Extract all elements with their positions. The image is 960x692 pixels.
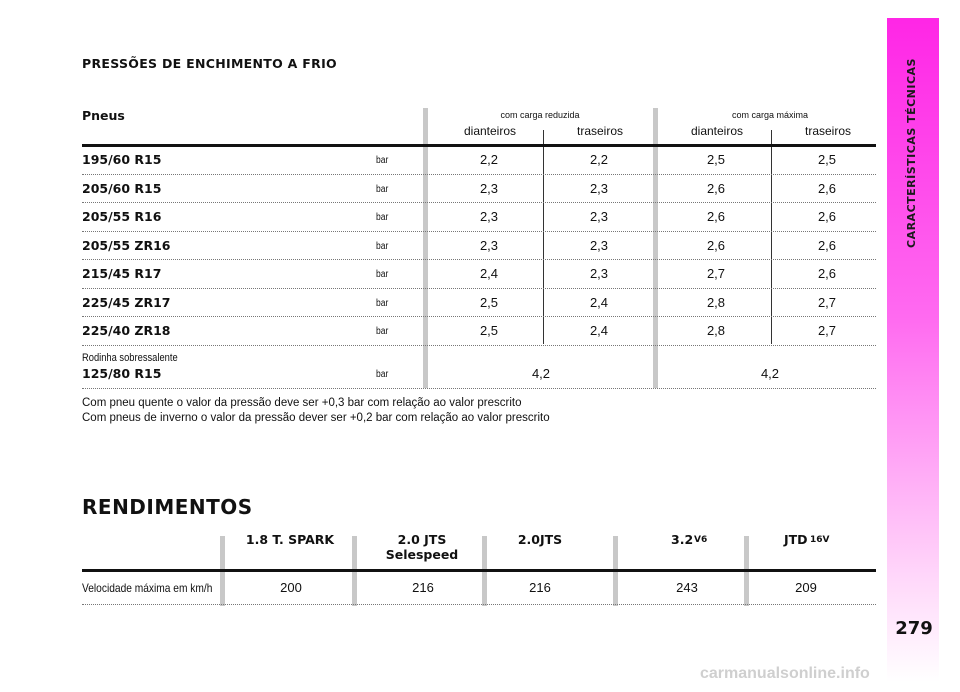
max-front-value: 2,6 — [706, 181, 726, 196]
engine-sub: Selespeed — [385, 547, 459, 562]
tire-size: 225/45 ZR17 — [82, 295, 171, 310]
column-divider — [653, 108, 658, 388]
reduced-front-value: 2,4 — [479, 266, 499, 281]
max-front-value: 2,6 — [706, 238, 726, 253]
reduced-front-value: 2,3 — [479, 238, 499, 253]
page-number: 279 — [895, 618, 933, 639]
max-rear-header: traseiros — [804, 124, 851, 138]
tire-size: 205/55 ZR16 — [82, 238, 171, 253]
speed-value: 209 — [795, 580, 817, 595]
tire-size: 195/60 R15 — [82, 152, 162, 167]
reduced-front-value: 2,2 — [479, 152, 499, 167]
spare-tire-size: 125/80 R15 — [82, 366, 162, 381]
spare-reduced-value: 4,2 — [531, 366, 551, 381]
reduced-rear-header: traseiros — [576, 124, 623, 138]
unit-label: bar — [376, 184, 389, 195]
row-divider — [82, 174, 876, 175]
max-rear-value: 2,6 — [817, 266, 837, 281]
row-label: Velocidade máxima em km/h — [82, 581, 213, 595]
max-rear-value: 2,7 — [817, 323, 837, 338]
row-divider — [82, 231, 876, 232]
table-top-rule — [82, 144, 876, 147]
reduced-rear-value: 2,3 — [589, 238, 609, 253]
spare-max-value: 4,2 — [760, 366, 780, 381]
unit-label: bar — [376, 269, 389, 280]
tire-size: 215/45 R17 — [82, 266, 162, 281]
pneus-header: Pneus — [82, 108, 125, 123]
speed-value: 216 — [412, 580, 434, 595]
reduced-front-value: 2,5 — [479, 323, 499, 338]
engine-name: 2.0 JTS — [397, 532, 447, 547]
reduced-front-value: 2,5 — [479, 295, 499, 310]
section-title-vertical: CARACTERÍSTICAS TÉCNICAS — [905, 58, 918, 248]
max-front-value: 2,8 — [706, 323, 726, 338]
column-divider — [423, 108, 428, 388]
spare-label: Rodinha sobressalente — [82, 352, 178, 364]
unit-label: bar — [376, 155, 389, 166]
engine-sub: 16V — [810, 535, 830, 545]
column-divider-thin — [771, 130, 772, 344]
tire-size: 205/55 R16 — [82, 209, 162, 224]
max-rear-value: 2,7 — [817, 295, 837, 310]
reduced-rear-value: 2,4 — [589, 295, 609, 310]
max-rear-value: 2,6 — [817, 209, 837, 224]
pressures-title: PRESSÕES DE ENCHIMENTO A FRIO — [82, 56, 337, 71]
reduced-front-header: dianteiros — [463, 124, 517, 138]
engine-sub: V6 — [694, 535, 708, 545]
max-front-value: 2,5 — [706, 152, 726, 167]
speed-value: 243 — [676, 580, 698, 595]
max-rear-value: 2,6 — [817, 238, 837, 253]
reduced-rear-value: 2,3 — [589, 209, 609, 224]
row-divider — [82, 388, 876, 389]
max-rear-value: 2,5 — [817, 152, 837, 167]
column-divider-thin — [543, 130, 544, 344]
tire-size: 205/60 R15 — [82, 181, 162, 196]
group-max-header: com carga máxima — [731, 110, 809, 120]
note-hot-tire: Com pneu quente o valor da pressão deve ser +0,3 bar com relação ao valor prescrito — [82, 397, 522, 409]
row-divider — [82, 288, 876, 289]
max-front-value: 2,6 — [706, 209, 726, 224]
engine-name: 1.8 T. SPARK — [245, 532, 335, 547]
reduced-front-value: 2,3 — [479, 209, 499, 224]
row-divider — [82, 604, 876, 605]
performance-title: RENDIMENTOS — [82, 495, 253, 519]
max-front-header: dianteiros — [690, 124, 744, 138]
reduced-rear-value: 2,4 — [589, 323, 609, 338]
row-divider — [82, 259, 876, 260]
table-top-rule — [82, 569, 876, 572]
tire-size: 225/40 ZR18 — [82, 323, 171, 338]
engine-name: 2.0JTS — [517, 532, 563, 547]
unit-label: bar — [376, 298, 389, 309]
row-divider — [82, 316, 876, 317]
max-rear-value: 2,6 — [817, 181, 837, 196]
reduced-rear-value: 2,3 — [589, 181, 609, 196]
max-front-value: 2,8 — [706, 295, 726, 310]
watermark: carmanualsonline.info — [700, 665, 870, 682]
reduced-front-value: 2,3 — [479, 181, 499, 196]
max-front-value: 2,7 — [706, 266, 726, 281]
reduced-rear-value: 2,3 — [589, 266, 609, 281]
row-divider — [82, 345, 876, 346]
unit-label: bar — [376, 369, 389, 380]
note-winter-tire: Com pneus de inverno o valor da pressão dever ser +0,2 bar com relação ao valor prescrito — [82, 412, 550, 424]
engine-name: 3.2 — [671, 532, 694, 547]
speed-value: 216 — [529, 580, 551, 595]
unit-label: bar — [376, 326, 389, 337]
reduced-rear-value: 2,2 — [589, 152, 609, 167]
engine-name: JTD — [784, 532, 808, 547]
row-divider — [82, 202, 876, 203]
speed-value: 200 — [280, 580, 302, 595]
unit-label: bar — [376, 212, 389, 223]
group-reduced-header: com carga reduzida — [500, 110, 580, 120]
unit-label: bar — [376, 241, 389, 252]
